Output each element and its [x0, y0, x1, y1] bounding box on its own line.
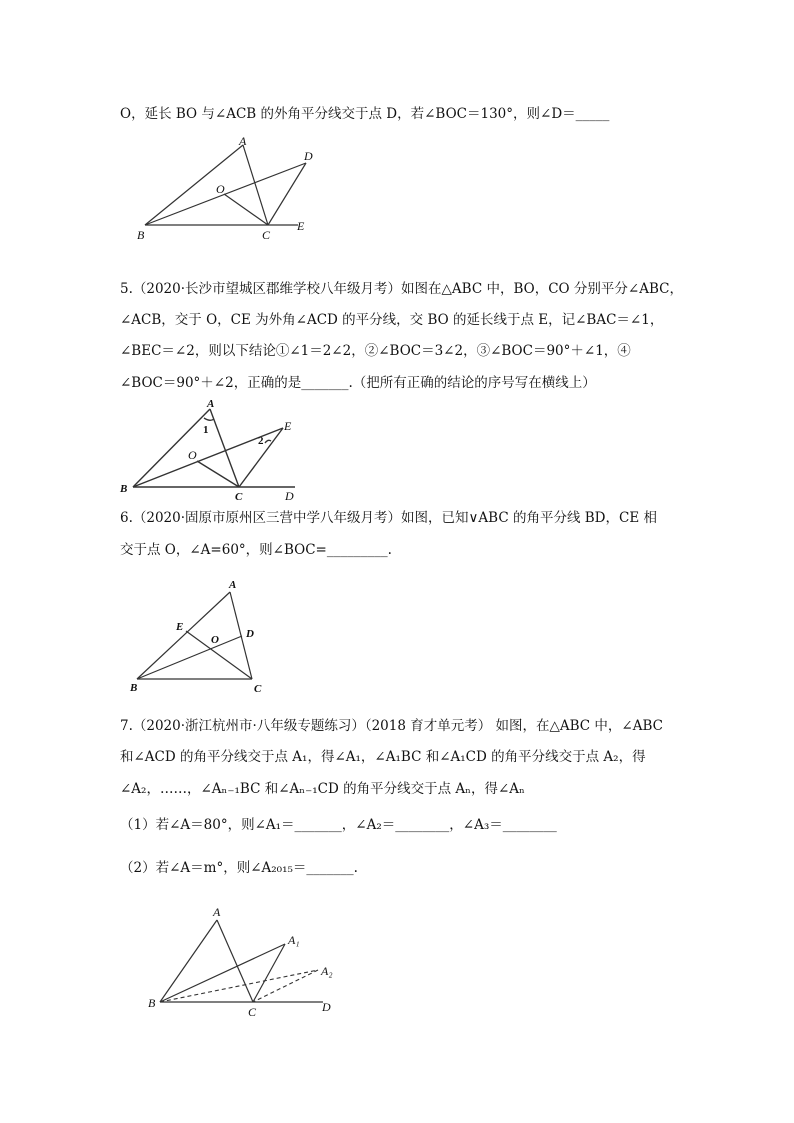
q7-label-c: C: [248, 1005, 257, 1019]
q5-text-line-1: 5.（2020·长沙市望城区郡维学校八年级月考）如图在△ABC 中，BO，CO 分别平分∠ABC，: [120, 281, 683, 297]
q7-text-line-1: 7.（2020·浙江杭州市·八年级专题练习）（2018 育才单元考） 如图，在△ABC 中，∠ABC: [120, 718, 663, 734]
q7-figure: [140, 900, 350, 1020]
q7-label-a1: A₁: [288, 933, 300, 947]
q6-label-e: E: [176, 621, 184, 633]
q5-label-e: E: [284, 419, 292, 433]
q4-label-e: E: [297, 219, 305, 233]
q5-label-c: C: [235, 491, 243, 503]
q6-label-d: D: [246, 628, 254, 640]
q6-figure: [125, 575, 275, 700]
q7-label-a: A: [213, 905, 221, 919]
q4-label-d: D: [304, 149, 313, 163]
q5-text-line-4: ∠BOC＝90°＋∠2，正确的是_______.（把所有正确的结论的序号写在横线上）: [120, 375, 596, 391]
q5-label-o: O: [188, 448, 197, 462]
q7-label-a2: A₂: [321, 964, 333, 978]
q5-label-d: D: [285, 489, 294, 503]
q7-label-d: D: [322, 1000, 331, 1014]
q6-label-b: B: [130, 682, 138, 694]
q6-text-line-2: 交于点 O，∠A=60°，则∠BOC=_________.: [120, 542, 392, 558]
q4-label-o: O: [216, 182, 225, 196]
q6-text-line-1: 6.（2020·固原市原州区三营中学八年级月考）如图，已知∨ABC 的角平分线 BD，CE 相: [120, 510, 657, 526]
q7-text-line-2: 和∠ACD 的角平分线交于点 A₁，得∠A₁，∠A₁BC 和∠A₁CD 的角平分线交于点 A₂，得: [120, 749, 646, 765]
q6-label-c: C: [254, 683, 262, 695]
q5-text-line-2: ∠ACB，交于 O，CE 为外角∠ACD 的平分线，交 BO 的延长线于点 E，记∠BAC＝∠1，: [120, 312, 664, 328]
q7-text-line-3: ∠A₂，……，∠Aₙ₋₁BC 和∠Aₙ₋₁CD 的角平分线交于点 Aₙ，得∠Aₙ: [120, 781, 525, 797]
q5-angle-1-label: 1: [203, 424, 209, 436]
q5-angle-2-label: 2: [258, 435, 264, 447]
q7-label-b: B: [148, 996, 156, 1010]
q7-text-line-5: （2）若∠A＝m°，则∠A₂₀₁₅＝_______.: [120, 860, 358, 876]
q4-label-a: A: [239, 135, 247, 148]
q4-text-line-1: O，延长 BO 与∠ACB 的外角平分线交于点 D，若∠BOC＝130°，则∠D＝_____: [120, 106, 610, 122]
q6-label-o: O: [211, 634, 219, 646]
q4-figure: [130, 135, 320, 245]
q7-text-line-4: （1）若∠A＝80°，则∠A₁＝_______，∠A₂＝________，∠A₃＝________: [120, 817, 557, 833]
q5-label-b: B: [120, 483, 128, 495]
q6-label-a: A: [229, 579, 237, 591]
q4-label-b: B: [137, 228, 145, 242]
q5-text-line-3: ∠BEC＝∠2，则以下结论①∠1＝2∠2，②∠BOC＝3∠2，③∠BOC＝90°＋∠1，④: [120, 343, 631, 359]
q4-label-c: C: [262, 228, 271, 242]
q5-label-a: A: [207, 398, 215, 410]
q5-figure: [115, 395, 315, 505]
